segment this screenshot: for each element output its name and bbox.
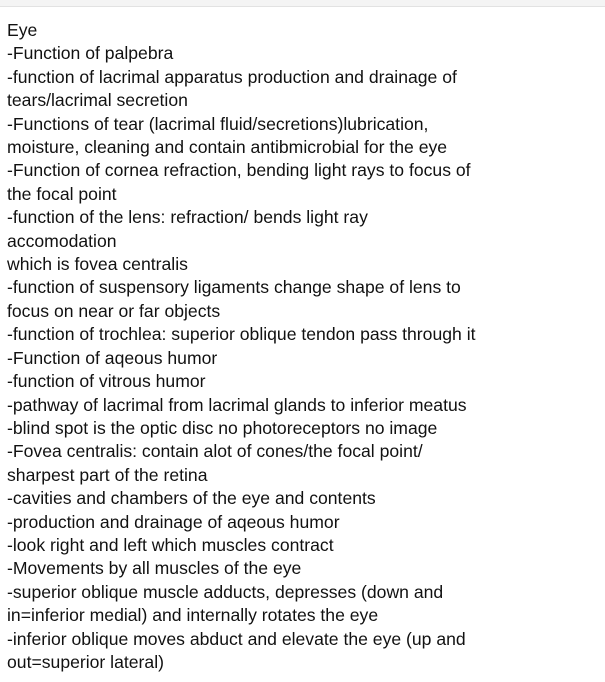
note-line: focus on near or far objects — [7, 300, 221, 321]
note-line: -superior oblique muscle adducts, depresses (down and — [7, 581, 444, 602]
note-line: the focal point — [7, 183, 117, 204]
note-line: -Function of aqeous humor — [7, 347, 218, 368]
note-line: tears/lacrimal secretion — [7, 90, 188, 111]
note-line: -Function of palpebra — [7, 43, 174, 64]
note-line: -function of vitrous humor — [7, 371, 206, 392]
note-line: -blind spot is the optic disc no photoreceptors no image — [7, 417, 438, 438]
note-line: -function of the lens: refraction/ bends light ray — [7, 207, 368, 228]
note-title: Eye — [7, 20, 38, 40]
top-divider — [0, 0, 605, 7]
note-line: in=inferior medial) and internally rotates the eye — [7, 605, 379, 626]
note-line: -Fovea centralis: contain alot of cones/the focal point/ — [7, 441, 423, 462]
note-line: out=superior lateral) — [7, 651, 164, 672]
note-line: -production and drainage of aqeous humor — [7, 511, 340, 532]
note-line: -Functions of tear (lacrimal fluid/secretions)lubrication, — [7, 113, 429, 134]
note-line: accomodation — [7, 230, 117, 251]
note-line: -inferior oblique moves abduct and elevate the eye (up and — [7, 628, 466, 649]
note-line: moisture, cleaning and contain antibmicrobial for the eye — [7, 137, 448, 158]
note-line: -pathway of lacrimal from lacrimal glands to inferior meatus — [7, 394, 467, 415]
note-line: -function of trochlea: superior oblique tendon pass through it — [7, 324, 476, 345]
note-line: -function of suspensory ligaments change shape of lens to — [7, 277, 461, 298]
note-line: which is fovea centralis — [7, 254, 188, 275]
note-line: -Function of cornea refraction, bending light rays to focus of — [7, 160, 471, 181]
note-body — [7, 19, 599, 674]
note-line: -cavities and chambers of the eye and contents — [7, 488, 376, 509]
note-line: -look right and left which muscles contract — [7, 534, 334, 555]
note-line: -function of lacrimal apparatus production and drainage of — [7, 66, 457, 87]
note-line: sharpest part of the retina — [7, 464, 208, 485]
note-line: -Movements by all muscles of the eye — [7, 558, 302, 579]
